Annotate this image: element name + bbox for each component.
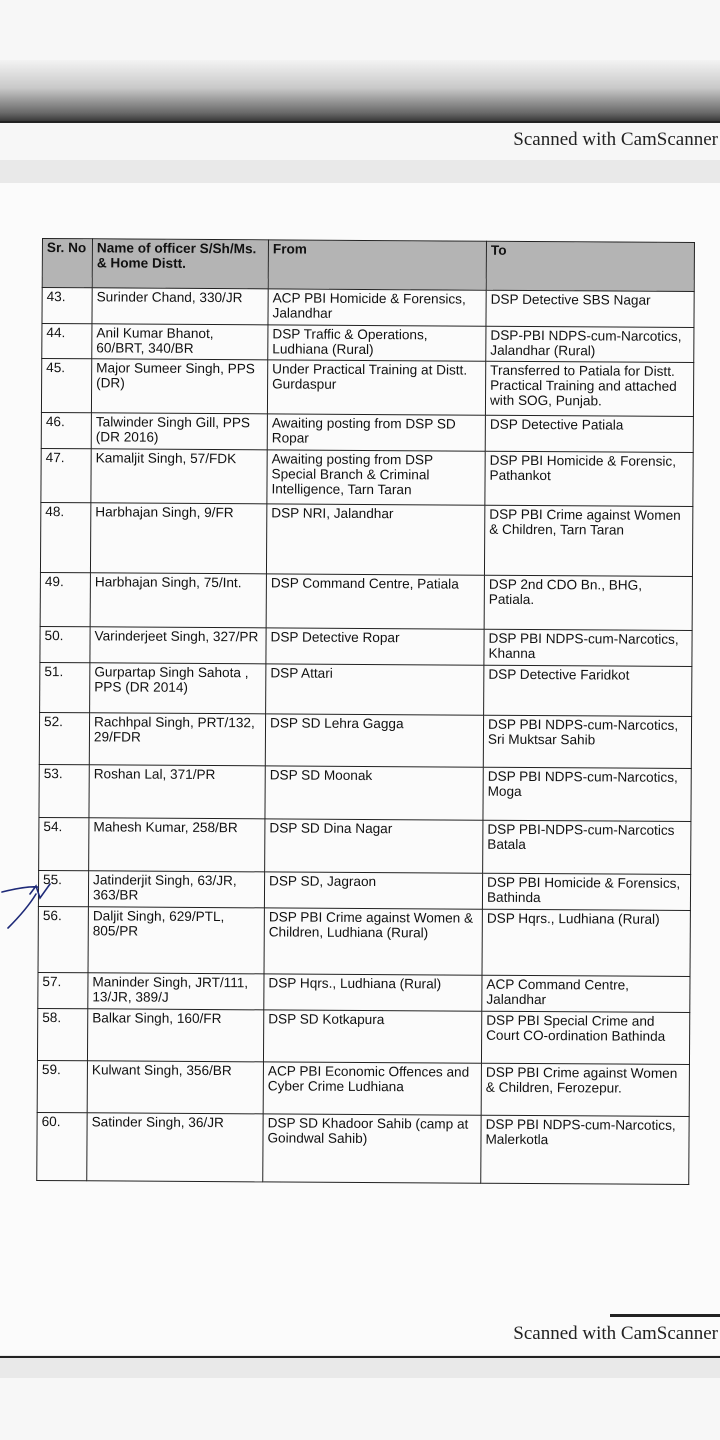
sr-no-cell: 58. [37, 1008, 87, 1060]
sr-no-cell: 59. [37, 1060, 87, 1112]
transfer-table [36, 238, 695, 1185]
sr-no-cell: 57. [38, 972, 88, 1008]
officer-name-cell: Harbhajan Singh, 75/Int. [90, 573, 266, 628]
top-rule [0, 121, 720, 123]
to-cell: DSP-PBI NDPS-cum-Narcotics, Jalandhar (Rural) [486, 326, 694, 362]
officer-name-cell: Balkar Singh, 160/FR [87, 1009, 263, 1062]
officer-name-cell: Daljit Singh, 629/PTL, 805/PR [88, 907, 264, 974]
sr-no-cell: 51. [40, 662, 90, 712]
bottom-edge-mark [610, 1314, 720, 1317]
officer-name-cell: Roshan Lal, 371/PR [89, 765, 265, 819]
table-row [39, 764, 691, 821]
from-cell: DSP SD Kotkapura [263, 1010, 481, 1063]
to-cell: DSP PBI Homicide & Forensics, Bathinda [482, 873, 690, 910]
table-row [37, 1112, 689, 1184]
table-row [37, 1008, 689, 1064]
sr-no-cell: 60. [37, 1112, 87, 1180]
officer-name-cell: Surinder Chand, 330/JR [92, 288, 268, 325]
to-cell: DSP Detective Faridkot [484, 665, 692, 716]
table-row [38, 870, 690, 910]
header-name: Name of officer S/Sh/Ms. & Home Distt. [92, 239, 268, 289]
from-cell: DSP Hqrs., Ludhiana (Rural) [264, 974, 482, 1011]
officer-name-cell: Jatinderjit Singh, 63/JR, 363/BR [88, 871, 264, 908]
bottom-rule [0, 1356, 720, 1358]
sr-no-cell: 49. [40, 572, 90, 626]
to-cell: DSP PBI Homicide & Forensic, Pathankot [485, 451, 693, 506]
table-row [42, 288, 694, 328]
to-cell: ACP Command Centre, Jalandhar [482, 975, 690, 1012]
from-cell: Under Practical Training at Distt. Gurdaspur [267, 360, 485, 415]
table-row [41, 448, 693, 506]
table-row [40, 502, 692, 576]
to-cell: Transferred to Patiala for Distt. Practical Training and attached with SOG, Punjab. [485, 361, 693, 416]
from-cell: DSP NRI, Jalandhar [266, 504, 484, 575]
table-row [37, 1060, 689, 1116]
sr-no-cell: 46. [41, 412, 91, 448]
officer-name-cell: Mahesh Kumar, 258/BR [89, 818, 265, 872]
to-cell: DSP Hqrs., Ludhiana (Rural) [482, 909, 690, 976]
to-cell: DSP Detective SBS Nagar [486, 290, 694, 327]
table-row [40, 626, 692, 666]
header-from: From [268, 240, 486, 290]
sr-no-cell: 48. [40, 502, 90, 572]
from-cell: ACP PBI Economic Offences and Cyber Crime Ludhiana [263, 1062, 481, 1115]
sr-no-cell: 53. [39, 764, 89, 817]
table-row [39, 817, 691, 874]
sr-no-cell: 43. [42, 288, 92, 324]
from-cell: DSP Attari [266, 664, 484, 715]
from-cell: DSP PBI Crime against Women & Children, Ludhiana (Rural) [264, 908, 482, 975]
officer-name-cell: Kulwant Singh, 356/BR [87, 1061, 263, 1114]
sr-no-cell: 50. [40, 626, 90, 662]
table-row [40, 662, 692, 716]
header-to: To [486, 241, 694, 291]
table-row [41, 412, 693, 452]
officer-name-cell: Varinderjeet Singh, 327/PR [90, 627, 266, 664]
table-row [38, 972, 690, 1012]
to-cell: DSP PBI NDPS-cum-Narcotics, Malerkotla [481, 1115, 689, 1184]
sr-no-cell: 55. [38, 870, 88, 906]
table-row [39, 712, 691, 768]
to-cell: DSP PBI Special Crime and Court CO-ordination Bathinda [481, 1011, 689, 1064]
sr-no-cell: 44. [42, 324, 92, 359]
table-row [38, 906, 690, 976]
officer-name-cell: Talwinder Singh Gill, PPS (DR 2016) [91, 413, 267, 450]
table-row [40, 572, 692, 630]
table-row [42, 324, 694, 363]
table-header-row [42, 239, 694, 292]
pen-tick-mark [0, 880, 70, 930]
from-cell: DSP Detective Ropar [266, 628, 484, 665]
from-cell: DSP SD Dina Nagar [265, 819, 483, 873]
scan-edge-shadow [0, 60, 720, 122]
to-cell: DSP PBI Crime against Women & Children, Tarn Taran [484, 505, 692, 576]
from-cell: DSP Command Centre, Patiala [266, 574, 484, 629]
to-cell: DSP PBI NDPS-cum-Narcotics, Moga [483, 767, 691, 821]
from-cell: DSP SD Moonak [265, 766, 483, 820]
next-page-fragment [0, 1378, 720, 1440]
officer-name-cell: Gurpartap Singh Sahota , PPS (DR 2014) [90, 663, 266, 714]
to-cell: DSP 2nd CDO Bn., BHG, Patiala. [484, 575, 692, 630]
sr-no-cell: 45. [41, 359, 91, 413]
table-row [41, 359, 693, 417]
sr-no-cell: 54. [39, 817, 89, 870]
sr-no-cell: 52. [39, 712, 89, 764]
from-cell: Awaiting posting from DSP SD Ropar [267, 414, 485, 451]
officer-name-cell: Maninder Singh, JRT/111, 13/JR, 389/J [88, 973, 264, 1010]
officer-name-cell: Harbhajan Singh, 9/FR [90, 503, 266, 574]
sr-no-cell: 56. [38, 906, 88, 972]
from-cell: ACP PBI Homicide & Forensics, Jalandhar [268, 289, 486, 326]
from-cell: DSP SD Khadoor Sahib (camp at Goindwal Sahib) [263, 1114, 481, 1183]
officer-name-cell: Kamaljit Singh, 57/FDK [91, 449, 267, 504]
officer-name-cell: Satinder Singh, 36/JR [87, 1113, 263, 1182]
to-cell: DSP PBI NDPS-cum-Narcotics, Khanna [484, 629, 692, 666]
watermark-bottom: Scanned with CamScanner [513, 1323, 718, 1344]
to-cell: DSP Detective Patiala [485, 415, 693, 452]
from-cell: DSP Traffic & Operations, Ludhiana (Rural) [268, 325, 486, 361]
officer-name-cell: Rachhpal Singh, PRT/132, 29/FDR [89, 713, 265, 766]
officer-name-cell: Anil Kumar Bhanot, 60/BRT, 340/BR [92, 324, 268, 360]
from-cell: DSP SD Lehra Gagga [265, 714, 483, 767]
header-sr-no: Sr. No [42, 239, 92, 288]
officer-name-cell: Major Sumeer Singh, PPS (DR) [91, 359, 267, 414]
from-cell: Awaiting posting from DSP Special Branch & Criminal Intelligence, Tarn Taran [267, 450, 485, 505]
watermark-top: Scanned with CamScanner [513, 129, 718, 150]
sr-no-cell: 47. [41, 448, 91, 502]
to-cell: DSP PBI Crime against Women & Children, Ferozepur. [481, 1063, 689, 1116]
to-cell: DSP PBI-NDPS-cum-Narcotics Batala [483, 820, 691, 874]
to-cell: DSP PBI NDPS-cum-Narcotics, Sri Muktsar Sahib [483, 715, 691, 768]
table-body [37, 288, 694, 1185]
from-cell: DSP SD, Jagraon [264, 872, 482, 909]
